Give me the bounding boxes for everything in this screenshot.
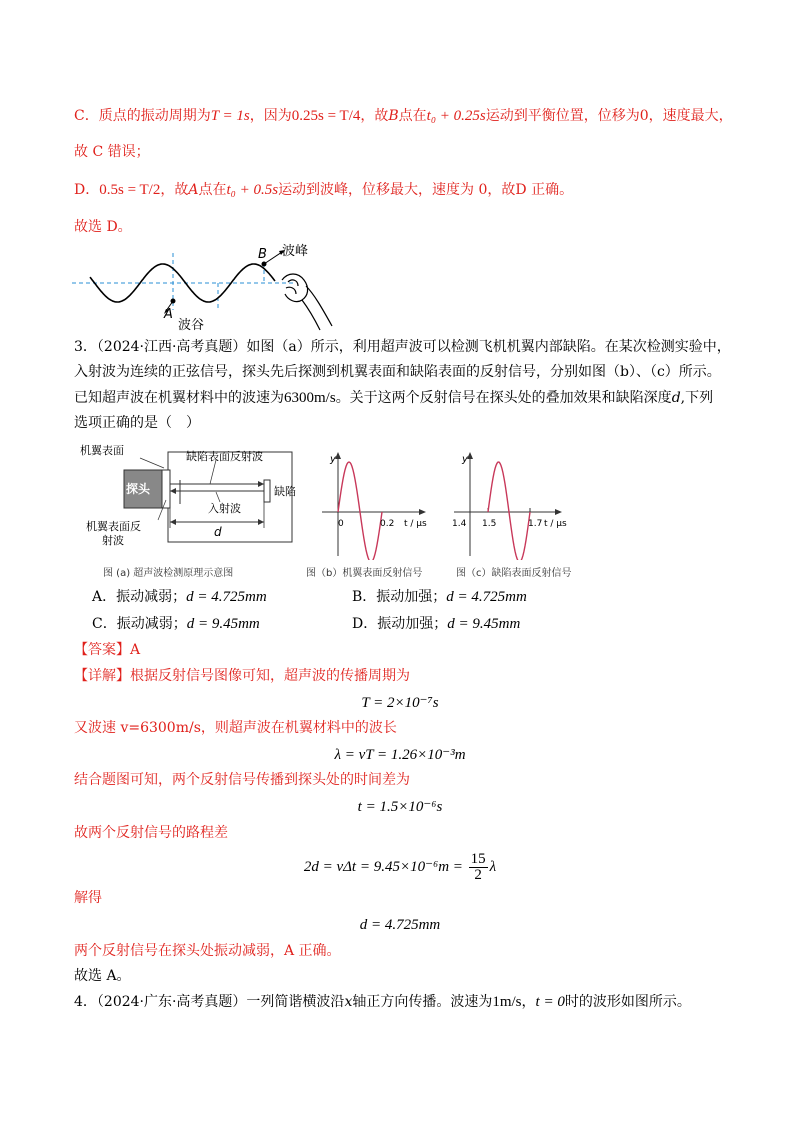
label-wing-reflect-2: 射波 — [102, 534, 124, 547]
figure-b-signal — [320, 450, 445, 560]
label-probe: 探头 — [126, 482, 151, 496]
svg-text:1.4: 1.4 — [452, 519, 467, 529]
detail-line2: 又波速 v=6300m/s，则超声波在机翼材料中的波长 — [74, 720, 397, 736]
option-d: D．振动加强；d = 9.45mm — [352, 616, 521, 632]
detail-line4: 故两个反射信号的路程差 — [74, 825, 228, 841]
formula: t₀ + 0.5s — [226, 182, 279, 198]
label-b: B — [258, 247, 267, 262]
q3-stem-line3: 已知超声波在机翼材料中的波速为6300m/s。关于这两个反射信号在探头处的叠加效果和缺陷深度d,下列 — [74, 390, 714, 406]
option-c-conclusion: 故 C 错误； — [74, 144, 150, 160]
svg-text:t / μs: t / μs — [404, 519, 427, 529]
formula: T = 1s — [210, 108, 250, 124]
equation-period: T = 2×10⁻⁷s — [361, 695, 439, 711]
label-trough: 波谷 — [178, 318, 205, 333]
equation-time-diff: t = 1.5×10⁻⁶s — [357, 799, 443, 815]
svg-text:y: y — [330, 454, 336, 465]
caption-figure-a: 图 (a) 超声波检测原理示意图 — [103, 568, 234, 579]
svg-text:0: 0 — [338, 519, 344, 529]
label-a: A — [164, 307, 173, 322]
equation-wavelength: λ = vT = 1.26×10⁻³m — [334, 747, 466, 763]
svg-text:y: y — [462, 454, 468, 465]
q3-stem-line2: 入射波为连续的正弦信号，探头先后探测到机翼表面和缺陷表面的反射信号，分别如图（b）、（c）所示。 — [74, 364, 721, 380]
option-c-analysis: C．质点的振动周期为T = 1s，因为0.25s = T/4，故B点在t₀ + 0.25s运动到平衡位置，位移为0，速度最大， — [74, 108, 733, 124]
formula: 0.25s = T/4 — [291, 108, 361, 124]
equation-path-diff: 2d = vΔt = 9.45×10⁻⁶m = $\frac{15}{2}$ λ — [303, 851, 497, 883]
detail-line3: 结合题图可知，两个反射信号传播到探头处的时间差为 — [74, 772, 410, 788]
svg-text:t / μs: t / μs — [544, 519, 567, 529]
svg-text:0.2: 0.2 — [380, 519, 395, 529]
figure-a-diagram — [80, 440, 310, 565]
choose-a: 故选 A。 — [74, 968, 131, 984]
hand-illustration — [282, 274, 332, 330]
q3-stem-line1: 3．（2024·江西·高考真题）如图（a）所示，利用超声波可以检测飞机机翼内部缺陷。在某次检测实验中， — [74, 339, 731, 355]
detail-line5: 解得 — [74, 890, 102, 906]
q4-stem: 4．（2024·广东·高考真题）一列简谐横波沿x轴正方向传播。波速为1m/s，t = 0时的波形如图所示。 — [74, 994, 691, 1010]
detail-line6: 两个反射信号在探头处振动减弱，A 正确。 — [74, 943, 341, 959]
label-incident: 入射波 — [208, 502, 241, 515]
option-c: C．振动减弱；d = 9.45mm — [92, 616, 260, 632]
svg-text:1.5: 1.5 — [482, 519, 497, 529]
formula: 0.5s = T/2 — [99, 182, 161, 198]
svg-text:1.7: 1.7 — [528, 519, 543, 529]
label-wing-surface: 机翼表面 — [80, 444, 124, 457]
option-d-analysis: D．0.5s = T/2，故A点在t₀ + 0.5s运动到波峰，位移最大，速度为 0，故D 正确。 — [74, 182, 574, 198]
figure-c-signal — [450, 450, 575, 560]
equation-depth: d = 4.725mm — [359, 917, 441, 933]
label-crest: 波峰 — [282, 244, 309, 259]
option-a: A．振动减弱；d = 4.725mm — [92, 589, 267, 605]
choose-d: 故选 D。 — [74, 219, 132, 235]
label-wing-reflect-1: 机翼表面反 — [86, 520, 141, 533]
detail-line1: 【详解】根据反射信号图像可知，超声波的传播周期为 — [74, 668, 410, 684]
label-d: d — [214, 525, 222, 539]
wave-figure — [70, 238, 340, 338]
label-defect-reflect: 缺陷表面反射波 — [186, 450, 263, 463]
answer: 【答案】A — [74, 642, 141, 658]
option-b: B．振动加强；d = 4.725mm — [352, 589, 527, 605]
caption-figure-b: 图（b）机翼表面反射信号 — [306, 568, 423, 579]
caption-figure-c: 图（c）缺陷表面反射信号 — [456, 568, 572, 579]
label-defect: 缺陷 — [274, 485, 296, 498]
formula: t₀ + 0.25s — [426, 108, 486, 124]
q3-stem-line4: 选项正确的是（ ） — [74, 415, 200, 431]
